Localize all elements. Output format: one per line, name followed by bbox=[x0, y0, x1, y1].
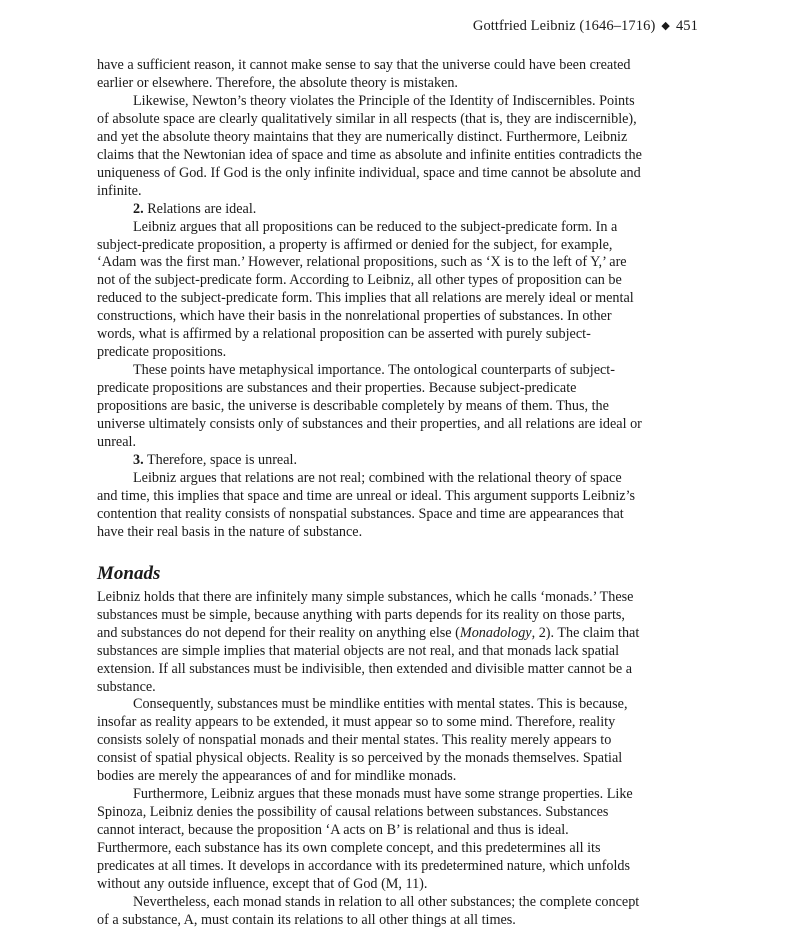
item-2-number: 2. bbox=[133, 200, 144, 217]
paragraph-6-part-a: Leibniz holds that there are infinitely many simple substances, which he calls ‘monads.’ These substances must be simple, because anything with parts depends for its reality on those parts, and substances do not depend for their reality on anything else ( bbox=[97, 588, 634, 641]
numbered-item-2 bbox=[97, 201, 642, 219]
numbered-item-3 bbox=[97, 452, 642, 470]
page-body bbox=[97, 57, 642, 930]
running-head bbox=[473, 18, 698, 35]
paragraph-3: Leibniz argues that all propositions can be reduced to the subject-predicate form. In a subject-predicate proposition, a property is affirmed or denied for the subject, for example, ‘Adam was the first man.’ However, relational propositions, such as ‘X is to the left of Y,’ are not of the subject-predicate form. According to Leibniz, all other types of proposition can be reduced to the subject-predicate form. This implies that all relations are merely ideal or mental constructions, which have their basis in the nonrelational properties of substances. In other words, what is affirmed by a relational proposition can be asserted with purely subject-predicate propositions. bbox=[97, 218, 634, 361]
work-title-monadology: Monadology bbox=[459, 624, 532, 641]
paragraph-5: Leibniz argues that relations are not real; combined with the relational theory of space and time, this implies that space and time are unreal or ideal. This argument supports Leibniz’s contention that reality consists of nonspatial substances. Space and time are appearances that have their real basis in the nature of substance. bbox=[97, 469, 636, 540]
paragraph-4: These points have metaphysical importance. The ontological counterparts of subject-predicate propositions are substances and their properties. Because subject-predicate propositions are basic, the universe is describable completely by means of them. Thus, the universe ultimately consists only of substances and their properties, and all relations are ideal or unreal. bbox=[97, 362, 642, 451]
item-2-text: Relations are ideal. bbox=[147, 200, 257, 217]
running-title: Gottfried Leibniz (1646–1716) bbox=[472, 18, 656, 34]
paragraph-6 bbox=[97, 589, 642, 697]
paragraph-9: Nevertheless, each monad stands in relation to all other substances; the complete concept of a substance, A, must contain its relations to all other things at all times. bbox=[97, 893, 640, 928]
paragraph-1: have a sufficient reason, it cannot make sense to say that the universe could have been created earlier or elsewhere. Therefore, the absolute theory is mistaken. bbox=[97, 57, 631, 91]
paragraph-6-part-b: , 2). The claim that substances are simple implies that material objects are not real, and that monads lack spatial extension. If all substances must be indivisible, then extended and divisible matter cannot be a substance. bbox=[97, 624, 640, 695]
paragraph-7: Consequently, substances must be mindlike entities with mental states. This is because, insofar as reality appears to be extended, it must appear so to some mind. Therefore, reality consists solely of nonspatial monads and their mental states. This reality merely appears to consist of spatial physical objects. Reality is so perceived by the monads themselves. Spatial bodies are merely the appearances of and for mindlike monads. bbox=[97, 696, 628, 785]
section-heading-monads: Monads bbox=[97, 562, 161, 584]
page-number: 451 bbox=[675, 18, 698, 34]
paragraph-2: Likewise, Newton’s theory violates the Principle of the Identity of Indiscernibles. Points of absolute space are clearly qualitatively similar in all respects (that is, they are indiscernible), and yet the absolute theory maintains that they are numerically distinct. Furthermore, Leibniz claims that the Newtonian idea of space and time as absolute and infinite entities contradicts the uniqueness of God. If God is the only infinite individual, space and time cannot be absolute and infinite. bbox=[97, 92, 642, 199]
item-3-number: 3. bbox=[133, 451, 144, 468]
item-3-text: Therefore, space is unreal. bbox=[146, 451, 298, 468]
diamond-separator-icon: ◆ bbox=[661, 20, 670, 32]
paragraph-8: Furthermore, Leibniz argues that these monads must have some strange properties. Like Spinoza, Leibniz denies the possibility of causal relations between substances. Substances cannot interact, because the proposition ‘A acts on B’ is relational and thus is ideal. Furthermore, each substance has its own complete concept, and this predetermines all its predicates at all times. It develops in accordance with its predetermined nature, which unfolds without any outside influence, except that of God (M, 11). bbox=[97, 786, 633, 892]
